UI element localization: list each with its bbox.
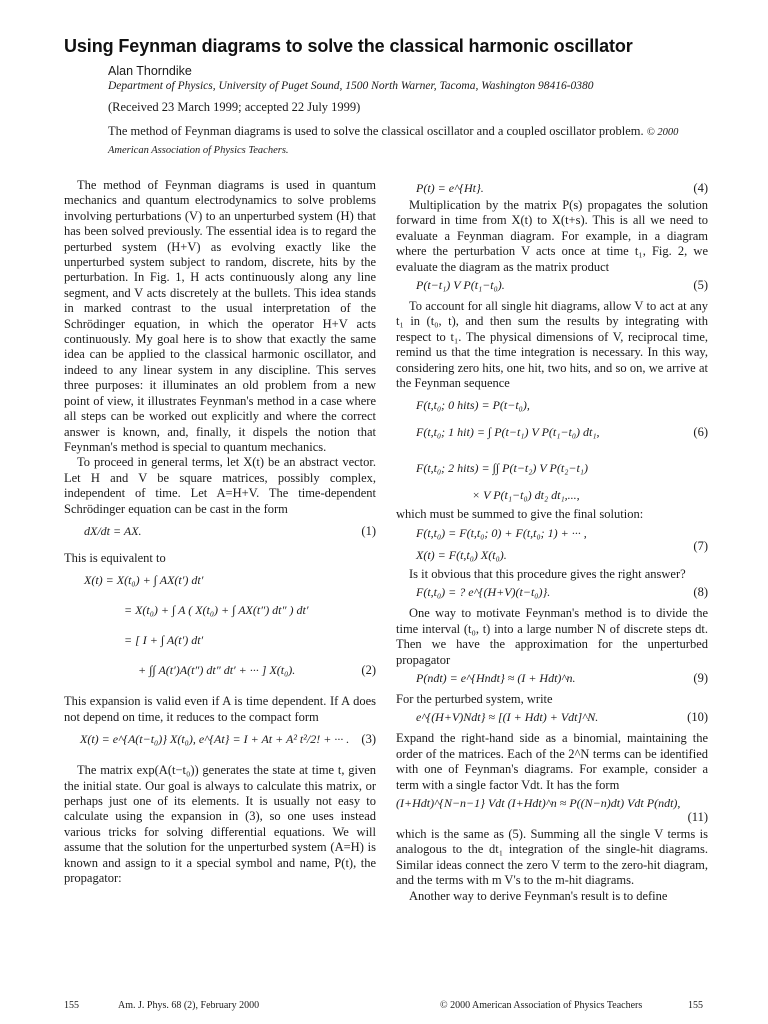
paragraph: One way to motivate Feynman's method is to divide the time interval (t₀, t) into a large number N of discrete steps dt. Then we have the approximation for the unperturbed propagator [396, 606, 708, 667]
equation-3 [64, 729, 376, 763]
equation-line [396, 453, 708, 485]
equation-line [396, 395, 708, 417]
equation-8 [396, 582, 708, 606]
paragraph: For the perturbed system, write [396, 691, 553, 706]
equation-line [396, 523, 708, 545]
author-name: Alan Thorndike [108, 64, 192, 78]
footer-copyright: © 2000 American Association of Physics Teachers [440, 1000, 643, 1011]
paragraph: Multiplication by the matrix P(s) propagates the solution forward in time from X(t) to X(t+s). This is all we need to evaluate a Feynman diagram. For example, in a diagram where the perturbation V acts once at time t₁, Fig. 2, we evaluate the diagram as the matrix product [396, 198, 708, 274]
equation-text: P(t−t₁) V P(t₁−t₀). [416, 278, 505, 293]
equation-2 [64, 570, 376, 690]
equation-text: = [ I + ∫ A(t′) dt′ [124, 633, 204, 648]
author-affiliation: Department of Physics, University of Puget Sound, 1500 North Warner, Tacoma, Washington 98416-0380 [108, 80, 594, 92]
paragraph: This is equivalent to [64, 550, 166, 565]
equation-number: (7) [693, 538, 708, 553]
paragraph: To proceed in general terms, let X(t) be an abstract vector. Let H and V be square matrices, possibly complex, independent of time. Let A=H+V. The time-dependent Schrödinger equation can be cast in the form [64, 455, 376, 516]
equation-text: X(t) = F(t,t₀) X(t₀). [416, 547, 507, 562]
equation-text: dX/dt = AX. [84, 523, 142, 538]
equation-text: F(t,t₀) = F(t,t₀; 0) + F(t,t₀; 1) + ··· , [416, 525, 587, 540]
equation-text: F(t,t₀; 0 hits) = P(t−t₀), [416, 398, 530, 413]
equation-10 [396, 707, 708, 731]
equation-line [64, 600, 376, 630]
paragraph: Is it obvious that this procedure gives the right answer? [409, 566, 686, 581]
paragraph: The method of Feynman diagrams is used in quantum mechanics and quantum electrodynamics to solve problems involving perturbations (V) to an unperturbed system (H) that has been solved previously. The essential idea is to regard the perturbed system (H+V) as evolving exactly like the unperturbed system subject to random, discrete, hits by the perturbation. In Fig. 1, H acts continuously along any line segment, and V acts discretely at the bullets. This idea stands in marked contrast to the usual interpretation of the Schrödinger equation, in which the operator H+V acts continuously. My goal here is to show that exactly the same idea can be applied to the classical harmonic oscillator, and indeed to any linear system in any discipline. This serves three purposes: it illuminates an old problem from a new point of view, it illustrates Feynman's method in a case where all steps can be worked out explicitly and where the correct answer is known, and, finally, it dispels the notion that Feynman's method is special to quantum mechanics. [64, 178, 376, 454]
equation-number: (3) [361, 732, 376, 747]
footer-journal: Am. J. Phys. 68 (2), February 2000 [118, 1000, 260, 1011]
equation-number: (2) [361, 663, 376, 678]
equation-text: + ∫∫ A(t′)A(t″) dt″ dt′ + ··· ] X(t₀). [138, 663, 296, 678]
equation-text: e^{(H+V)Ndt} ≈ [(I + Hdt) + Vdt]^N. [416, 710, 599, 725]
equation-11 [396, 793, 708, 827]
equation-line [64, 630, 376, 660]
abstract [108, 123, 708, 159]
equation-line [64, 660, 376, 690]
abstract-text: The method of Feynman diagrams is used to solve the classical oscillator and a coupled oscillator problem. [108, 124, 644, 138]
equation-number: (4) [693, 181, 708, 195]
equation-9 [396, 668, 708, 692]
equation-text: P(t) = e^{Ht}. [416, 181, 484, 195]
equation-number: (5) [693, 278, 708, 293]
equation-text: X(t) = e^{A(t−t₀)} X(t₀), e^{At} = I + At + A² t²/2! + ··· . [80, 732, 350, 747]
equation-text: F(t,t₀; 2 hits) = ∫∫ P(t−t₂) V P(t₂−t₁) [416, 461, 588, 476]
footer-page-number-left: 155 [64, 1000, 79, 1011]
right-column [396, 178, 708, 904]
equation-text: (I+Hdt)^{N−n−1} Vdt (I+Hdt)^n ≈ P((N−n)dt) Vdt P(ndt), [396, 795, 681, 810]
equation-number: (10) [687, 710, 708, 725]
paragraph: Another way to derive Feynman's result is to define [409, 888, 668, 903]
equation-4 [396, 178, 708, 198]
equation-text: X(t) = X(t₀) + ∫ AX(t′) dt′ [84, 573, 204, 588]
equation-6 [396, 395, 708, 507]
footer-page-number-right: 155 [688, 1000, 703, 1011]
equation-line [64, 570, 376, 600]
equation-number: (8) [693, 585, 708, 600]
paragraph: The matrix exp(A(t−t₀)) generates the state at time t, given the initial state. Our goal is always to calculate this matrix, or perhaps just one of its elements. It is usually not easy to calculate using the expansion in (3), so one uses instead various tricks for solving differential equations. We will assume that the solution for the unperturbed system (A=H) is known and assign to it a special symbol and name, P(t), the propagator: [64, 763, 376, 885]
equation-line [396, 417, 708, 453]
equation-text: = X(t₀) + ∫ A ( X(t₀) + ∫ AX(t″) dt″ ) dt′ [124, 603, 309, 618]
equation-number: (11) [687, 809, 708, 824]
equation-text: × V P(t₁−t₀) dt₂ dt₁,..., [472, 488, 580, 503]
equation-number: (6) [693, 425, 708, 440]
left-column [64, 178, 376, 886]
paragraph: This expansion is valid even if A is time dependent. If A does not depend on time, it reduces to the compact form [64, 694, 376, 724]
equation-1 [64, 521, 376, 551]
equation-7 [396, 523, 708, 567]
paragraph: which must be summed to give the final solution: [396, 507, 644, 522]
equation-line [396, 538, 708, 567]
equation-number: (9) [693, 670, 708, 685]
received-dates: (Received 23 March 1999; accepted 22 July 1999) [108, 100, 361, 114]
paragraph: which is the same as (5). Summing all the single V terms is analogous to the dt₁ integration of the single-hit diagrams. Similar ideas connect the zero V term to the zero-hit diagram, and the terms with m V's to the m-hit diagrams. [396, 826, 708, 888]
paragraph: To account for all single hit diagrams, allow V to act at any t₁ in (t₀, t), and then sum the results by integrating with respect to t₁. The physical dimensions of V, reciprocal time, remind us that the time integration is necessary. In this way, considering zero hits, one hit, two hits, and so on, we arrive at the Feynman sequence [396, 299, 708, 391]
equation-line [396, 485, 708, 507]
equation-text: P(ndt) = e^{Hndt} ≈ (I + Hdt)^n. [416, 670, 576, 685]
abstract-copyright: © 2000 American Association of Physics Teachers. [108, 127, 679, 156]
equation-number: (1) [361, 523, 376, 538]
equation-text: F(t,t₀) = ? e^{(H+V)(t−t₀)}. [416, 585, 551, 600]
paragraph: Expand the right-hand side as a binomial, maintaining the order of the matrices. Each of the 2^N terms can be identified with one of Feynman's diagrams. For example, consider a term with a single factor Vdt. It has the form [396, 731, 708, 792]
equation-5 [396, 275, 708, 299]
paper-title: Using Feynman diagrams to solve the classical harmonic oscillator [64, 36, 633, 56]
equation-text: F(t,t₀; 1 hit) = ∫ P(t−t₁) V P(t₁−t₀) dt₁, [416, 425, 600, 440]
